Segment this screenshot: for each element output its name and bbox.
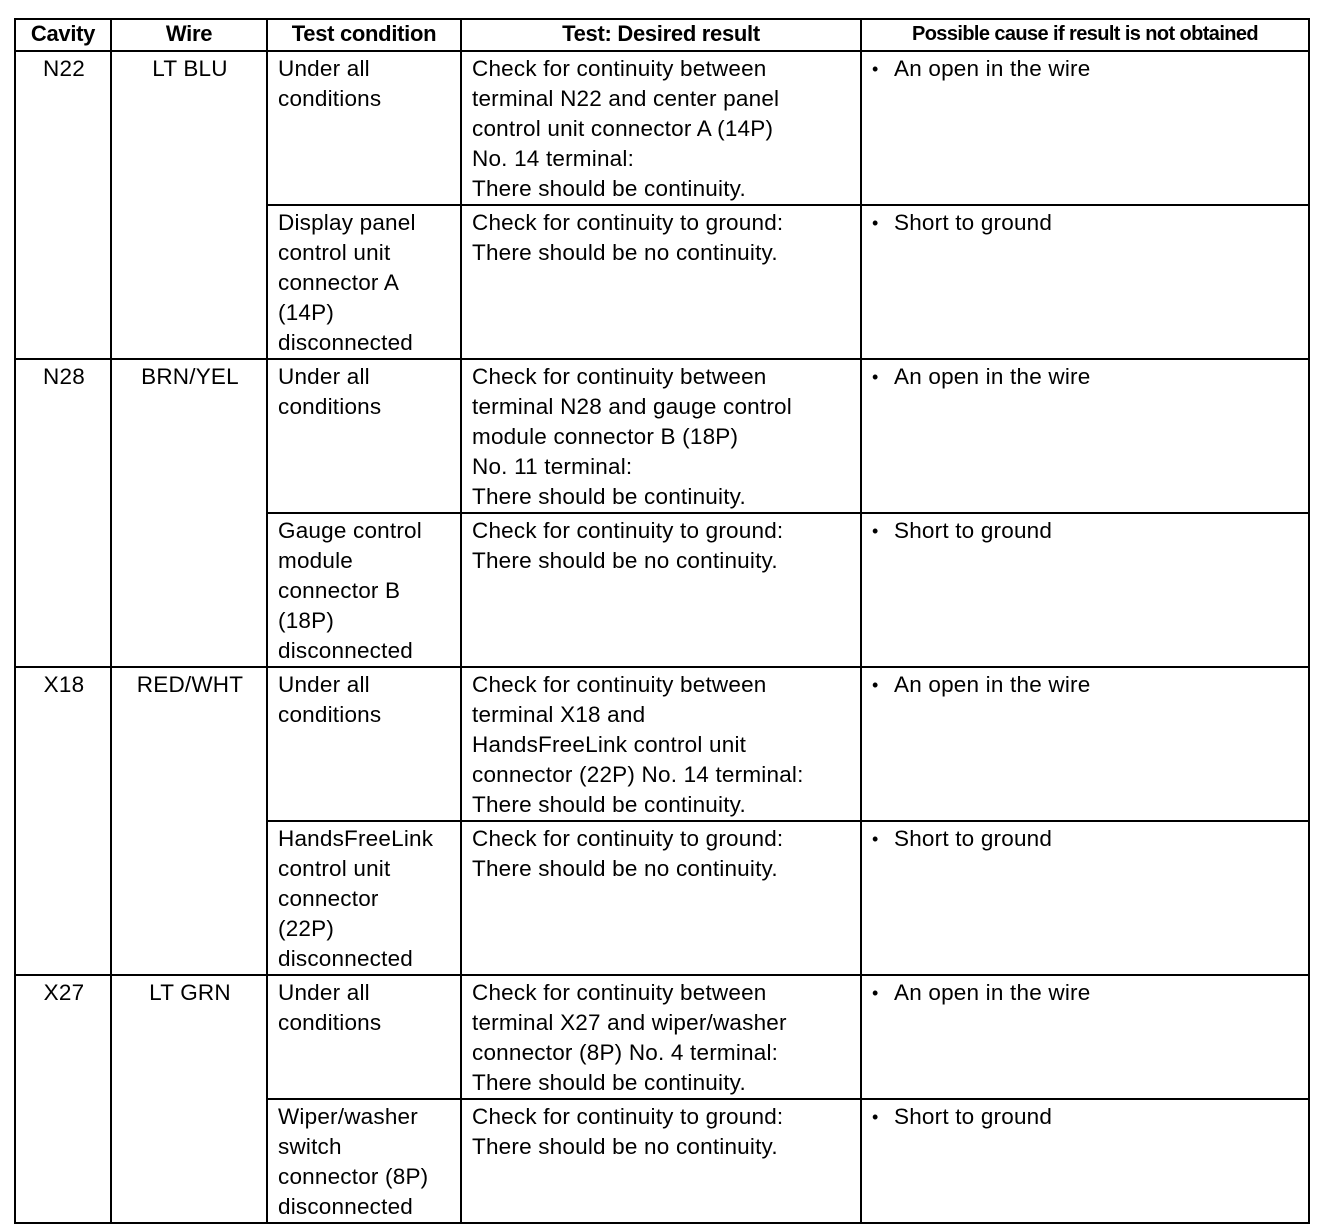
- desired-result-cell: Check for continuity between terminal N22 and center panel control unit connector A (14P) No. 14 terminal: There should be continuity.: [461, 51, 861, 205]
- test-condition-cell: Under all conditions: [267, 975, 461, 1099]
- table-row: [15, 51, 1309, 205]
- test-condition-cell: Gauge control module connector B (18P) disconnected: [267, 513, 461, 667]
- cavity-cell: X27: [15, 975, 111, 1223]
- wire-cell: BRN/YEL: [111, 359, 267, 667]
- possible-cause-text: Short to ground: [894, 210, 1053, 235]
- desired-result-cell: Check for continuity between terminal X18 and HandsFreeLink control unit connector (22P) No. 14 terminal: There should be continuity.: [461, 667, 861, 821]
- header-cavity: Cavity: [15, 19, 111, 51]
- bullet-icon: •: [872, 521, 879, 541]
- desired-result-cell: Check for continuity to ground: There should be no continuity.: [461, 205, 861, 359]
- header-desired-result: Test: Desired result: [461, 19, 861, 51]
- bullet-icon: •: [872, 1107, 879, 1127]
- possible-cause-cell: [861, 359, 1309, 513]
- possible-cause-cell: [861, 513, 1309, 667]
- cavity-cell: N22: [15, 51, 111, 359]
- bullet-icon: •: [872, 983, 879, 1003]
- table-row: [15, 975, 1309, 1099]
- desired-result-cell: Check for continuity between terminal N28 and gauge control module connector B (18P) No. 11 terminal: There should be continuity.: [461, 359, 861, 513]
- possible-cause-text: Short to ground: [894, 1104, 1053, 1129]
- cavity-cell: N28: [15, 359, 111, 667]
- test-condition-cell: Under all conditions: [267, 667, 461, 821]
- desired-result-cell: Check for continuity to ground: There should be no continuity.: [461, 1099, 861, 1223]
- possible-cause-text: An open in the wire: [894, 980, 1091, 1005]
- possible-cause-text: An open in the wire: [894, 56, 1091, 81]
- test-condition-cell: HandsFreeLink control unit connector (22P) disconnected: [267, 821, 461, 975]
- possible-cause-cell: [861, 975, 1309, 1099]
- possible-cause-cell: [861, 1099, 1309, 1223]
- desired-result-cell: Check for continuity between terminal X27 and wiper/washer connector (8P) No. 4 terminal: There should be continuity.: [461, 975, 861, 1099]
- possible-cause-cell: [861, 51, 1309, 205]
- test-condition-cell: Wiper/washer switch connector (8P) disconnected: [267, 1099, 461, 1223]
- cavity-cell: X18: [15, 667, 111, 975]
- bullet-icon: •: [872, 829, 879, 849]
- desired-result-cell: Check for continuity to ground: There should be no continuity.: [461, 513, 861, 667]
- possible-cause-text: An open in the wire: [894, 672, 1091, 697]
- bullet-icon: •: [872, 213, 879, 233]
- possible-cause-text: Short to ground: [894, 826, 1053, 851]
- possible-cause-cell: [861, 667, 1309, 821]
- possible-cause-text: An open in the wire: [894, 364, 1091, 389]
- table-row: [15, 667, 1309, 821]
- test-condition-cell: Under all conditions: [267, 51, 461, 205]
- test-condition-cell: Display panel control unit connector A (14P) disconnected: [267, 205, 461, 359]
- header-possible-cause: Possible cause if result is not obtained: [861, 19, 1309, 51]
- bullet-icon: •: [872, 675, 879, 695]
- table-row: [15, 359, 1309, 513]
- possible-cause-cell: [861, 821, 1309, 975]
- bullet-icon: •: [872, 367, 879, 387]
- wire-cell: RED/WHT: [111, 667, 267, 975]
- desired-result-cell: Check for continuity to ground: There should be no continuity.: [461, 821, 861, 975]
- header-wire: Wire: [111, 19, 267, 51]
- possible-cause-cell: [861, 205, 1309, 359]
- wire-test-table: [14, 18, 1310, 1224]
- wire-cell: LT BLU: [111, 51, 267, 359]
- wire-cell: LT GRN: [111, 975, 267, 1223]
- header-row: [15, 19, 1309, 51]
- bullet-icon: •: [872, 59, 879, 79]
- test-condition-cell: Under all conditions: [267, 359, 461, 513]
- possible-cause-text: Short to ground: [894, 518, 1053, 543]
- header-test-condition: Test condition: [267, 19, 461, 51]
